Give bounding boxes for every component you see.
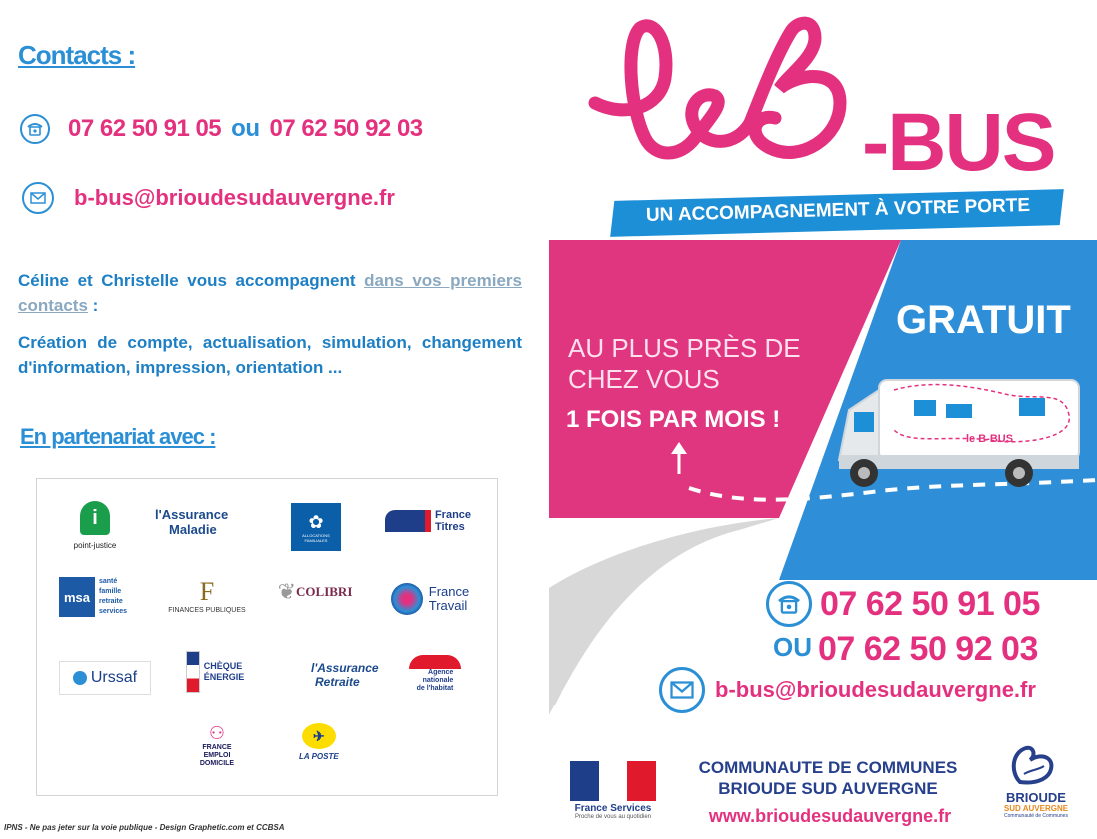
anah-icon [409, 655, 461, 669]
assurance-retraite-logo [285, 661, 381, 689]
phone-row-left [20, 114, 423, 144]
msa-logo [59, 577, 149, 617]
france-services-sub: Proche de vous au quotidien [574, 814, 652, 820]
caf-label: ALLOCATIONS FAMILIALES [302, 532, 330, 543]
website-link[interactable]: www.brioudesudauvergne.fr [708, 806, 952, 826]
france-services-logo [570, 761, 656, 820]
mail-icon-large [659, 667, 705, 713]
accomp-end: : [87, 296, 99, 315]
footer-note: IPNS - Ne pas jeter sur la voie publique - Design Graphetic.com et CCBSA [4, 823, 285, 832]
communaute-text [676, 757, 980, 799]
la-poste-logo [299, 723, 339, 761]
phone-or-large: OU [773, 632, 812, 662]
fed-label-1: FRANCE [202, 744, 232, 751]
partner-heading: En partenariat avec : [20, 424, 216, 449]
premiers-contacts-link[interactable]: dans vos premiers contacts [18, 271, 522, 315]
phone-number-large-1[interactable]: 07 62 50 91 05 [820, 584, 1040, 623]
email-link-large[interactable]: b-bus@brioudesudauvergne.fr [715, 677, 1036, 702]
brioude-label-2: SUD AUVERGNE [1003, 804, 1069, 813]
anah-logo [403, 655, 467, 693]
cheque-label-1: CHÈQUE [203, 661, 243, 671]
am-label-1: l'Assurance [155, 507, 229, 522]
point-justice-logo [65, 501, 125, 550]
ft-label-1: France [434, 509, 472, 521]
am-label-2: Maladie [169, 522, 217, 537]
ft-label-2: Titres [434, 521, 465, 533]
msa-label-4: services [99, 608, 128, 615]
urssaf-logo [59, 661, 151, 695]
finances-publiques-logo [165, 577, 249, 614]
phone-number-1[interactable]: 07 62 50 91 05 [68, 115, 222, 142]
fed-label-2: EMPLOI [203, 752, 231, 759]
finances-label: FINANCES PUBLIQUES [168, 607, 246, 614]
la-poste-label: LA POSTE [299, 752, 339, 761]
email-row-right [659, 667, 1036, 713]
ar-label-1: l'Assurance [311, 661, 379, 675]
email-row-left [22, 182, 395, 214]
accompaniment-text [18, 268, 522, 318]
au-plus-pres-text [568, 333, 801, 395]
france-emploi-domicile-logo [187, 723, 247, 768]
point-justice-label: point-justice [73, 541, 117, 550]
phone-number-large-2[interactable]: 07 62 50 92 03 [818, 630, 1038, 668]
cheque-label-2: ÉNERGIE [203, 672, 245, 682]
anah-label-2: nationale [422, 677, 454, 684]
france-travail-logo [385, 583, 475, 615]
point-justice-icon: i [80, 501, 110, 535]
ftr-label-2: Travail [428, 598, 468, 613]
services-list: Création de compte, actualisation, simulation, changement d'information, impression, orientation ... [18, 333, 522, 377]
anah-label-3: de l'habitat [416, 685, 454, 692]
anah-label-1: Agence [428, 669, 454, 676]
caf-logo [291, 503, 341, 551]
france-travail-icon [391, 583, 423, 615]
urssaf-label: Urssaf [90, 669, 138, 686]
france-services-flag [570, 761, 656, 801]
le-b-script-logo [585, 8, 875, 188]
van-label: le B-BUS [966, 433, 1014, 445]
phone-or: ou [231, 115, 260, 142]
msa-icon: msa [59, 577, 95, 617]
france-services-label: France Services [574, 803, 652, 814]
brioude-label-1: BRIOUDE [1006, 790, 1066, 805]
fed-label-3: DOMICILE [199, 760, 235, 767]
gratuit-text: GRATUIT [896, 298, 1071, 342]
cc-line-2: BRIOUDE SUD AUVERGNE [718, 779, 938, 798]
cheque-icon [186, 651, 200, 693]
brioude-label-3: Communauté de Communes [1004, 813, 1068, 819]
urssaf-icon [73, 671, 87, 685]
france-titres-logo [383, 509, 473, 533]
banner-text: UN ACCOMPAGNEMENT À VOTRE PORTE [645, 194, 1031, 227]
caf-icon: ✿ [308, 511, 324, 532]
msa-label-3: retraite [99, 598, 123, 605]
france-titres-icon [385, 510, 431, 532]
msa-label-1: santé [99, 578, 118, 585]
la-poste-icon: ✈ [302, 723, 336, 749]
phone-number-2[interactable]: 07 62 50 92 03 [269, 115, 423, 142]
mail-icon [22, 182, 54, 214]
phone-icon-large [766, 581, 812, 627]
accomp-intro: Céline et Christelle vous accompagnent [18, 271, 365, 290]
fed-icon: ⚇ [208, 723, 226, 743]
colibri-label: COLIBRI [296, 584, 353, 599]
brioude-logo [990, 742, 1082, 819]
ftr-label-1: France [428, 584, 470, 599]
cc-line-1: COMMUNAUTE DE COMMUNES [698, 758, 958, 777]
msa-label-2: famille [99, 588, 122, 595]
colibri-logo [275, 579, 355, 605]
bus-title: -BUS [862, 97, 1055, 188]
colibri-icon: ❦ [277, 579, 297, 604]
phone-row-right [766, 581, 1040, 627]
partners-box [36, 478, 498, 796]
finances-icon: F [199, 577, 215, 606]
email-link[interactable]: b-bus@brioudesudauvergne.fr [74, 185, 395, 210]
ar-label-2: Retraite [315, 675, 360, 689]
au-plus-line-2: CHEZ VOUS [568, 364, 720, 394]
contacts-heading: Contacts : [18, 40, 136, 70]
brioude-icon [990, 742, 1082, 786]
assurance-maladie-logo [155, 507, 251, 537]
au-plus-line-1: AU PLUS PRÈS DE [568, 333, 801, 363]
frequency-text: 1 FOIS PAR MOIS ! [566, 406, 781, 433]
cheque-energie-logo [175, 651, 255, 693]
phone-icon [20, 114, 50, 144]
